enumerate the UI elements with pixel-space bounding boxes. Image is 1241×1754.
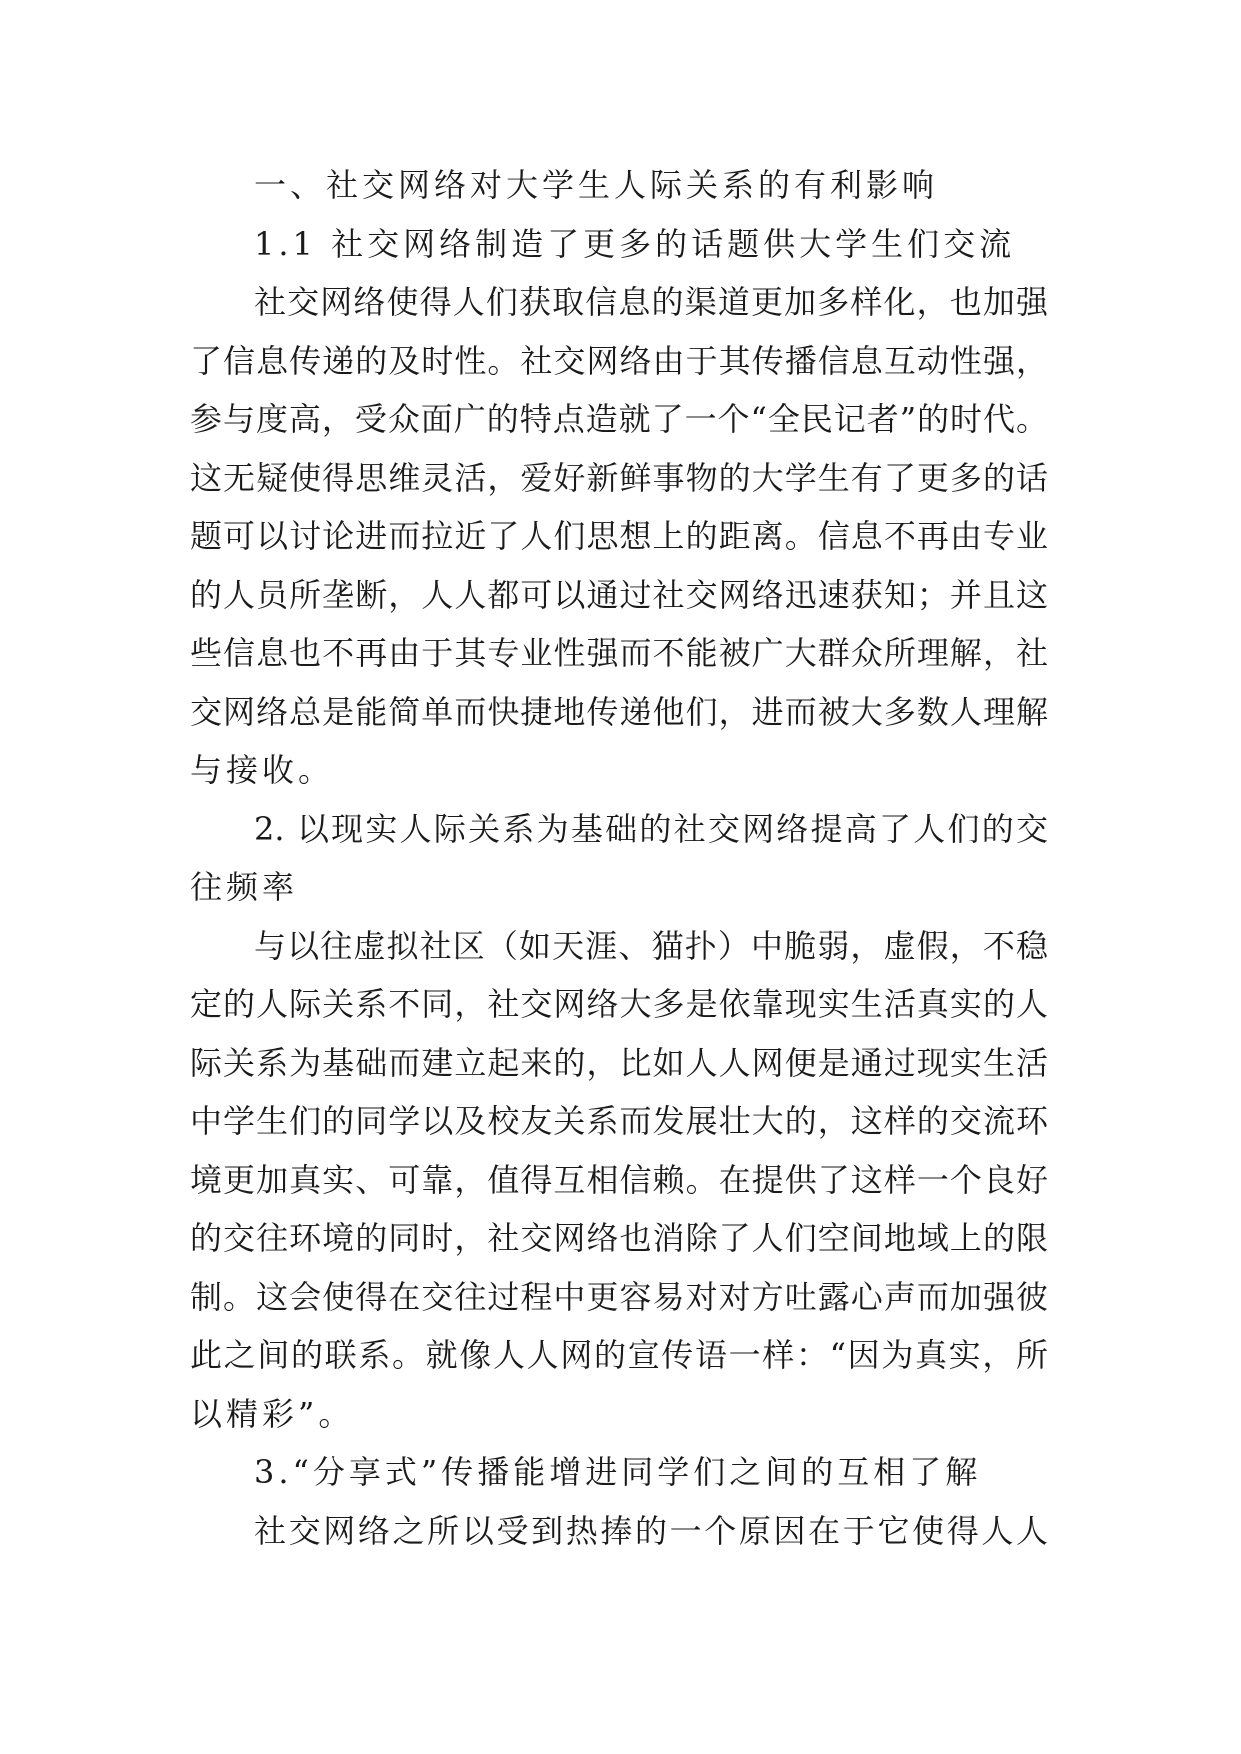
paragraph-line: 社交网络之所以受到热捧的一个原因在于它使得人人: [254, 1511, 1048, 1550]
paragraph-line: 与以往虚拟社区（如天涯、猫扑）中脆弱，虚假，不稳: [254, 926, 1048, 965]
section-heading: 一、社交网络对大学生人际关系的有利影响: [254, 166, 939, 204]
paragraph-line: 际关系为基础而建立起来的，比如人人网便是通过现实生活: [190, 1043, 1048, 1082]
subsection-heading: 2. 以现实人际关系为基础的社交网络提高了人们的交: [254, 809, 1048, 848]
paragraph-line: 以精彩”。: [190, 1394, 355, 1433]
subsection-heading: 3.“分享式”传播能增进同学们之间的互相了解: [254, 1453, 982, 1491]
paragraph-line: 参与度高，受众面广的特点造就了一个“全民记者”的时代。: [190, 400, 1048, 438]
paragraph-line: 中学生们的同学以及校友关系而发展壮大的，这样的交流环: [190, 1102, 1048, 1140]
subsection-heading: 1.1 社交网络制造了更多的话题供大学生们交流: [254, 224, 1016, 263]
subsection-heading: 往频率: [190, 868, 299, 906]
paragraph-line: 这无疑使得思维灵活，爱好新鲜事物的大学生有了更多的话: [190, 458, 1048, 497]
paragraph-line: 了信息传递的及时性。社交网络由于其传播信息互动性强，: [190, 341, 1048, 380]
paragraph-line: 制。这会使得在交往过程中更容易对对方吐露心声而加强彼: [190, 1277, 1048, 1316]
paragraph-line: 社交网络使得人们获取信息的渠道更加多样化，也加强: [254, 283, 1048, 321]
document-body: [190, 156, 1048, 1560]
paragraph-line: 题可以讨论进而拉近了人们思想上的距离。信息不再由专业: [190, 517, 1048, 555]
paragraph-line: 定的人际关系不同，社交网络大多是依靠现实生活真实的人: [190, 985, 1048, 1023]
paragraph-line: 的交往环境的同时，社交网络也消除了人们空间地域上的限: [190, 1219, 1048, 1257]
paragraph-line: 境更加真实、可靠，值得互相信赖。在提供了这样一个良好: [190, 1160, 1048, 1199]
paragraph-line: 此之间的联系。就像人人网的宣传语一样：“因为真实，所: [190, 1336, 1048, 1374]
paragraph-line: 与接收。: [190, 751, 335, 789]
paragraph-line: 交网络总是能简单而快捷地传递他们，进而被大多数人理解: [190, 692, 1048, 731]
paragraph-line: 些信息也不再由于其专业性强而不能被广大群众所理解，社: [190, 634, 1048, 672]
paragraph-line: 的人员所垄断，人人都可以通过社交网络迅速获知；并且这: [190, 575, 1048, 614]
